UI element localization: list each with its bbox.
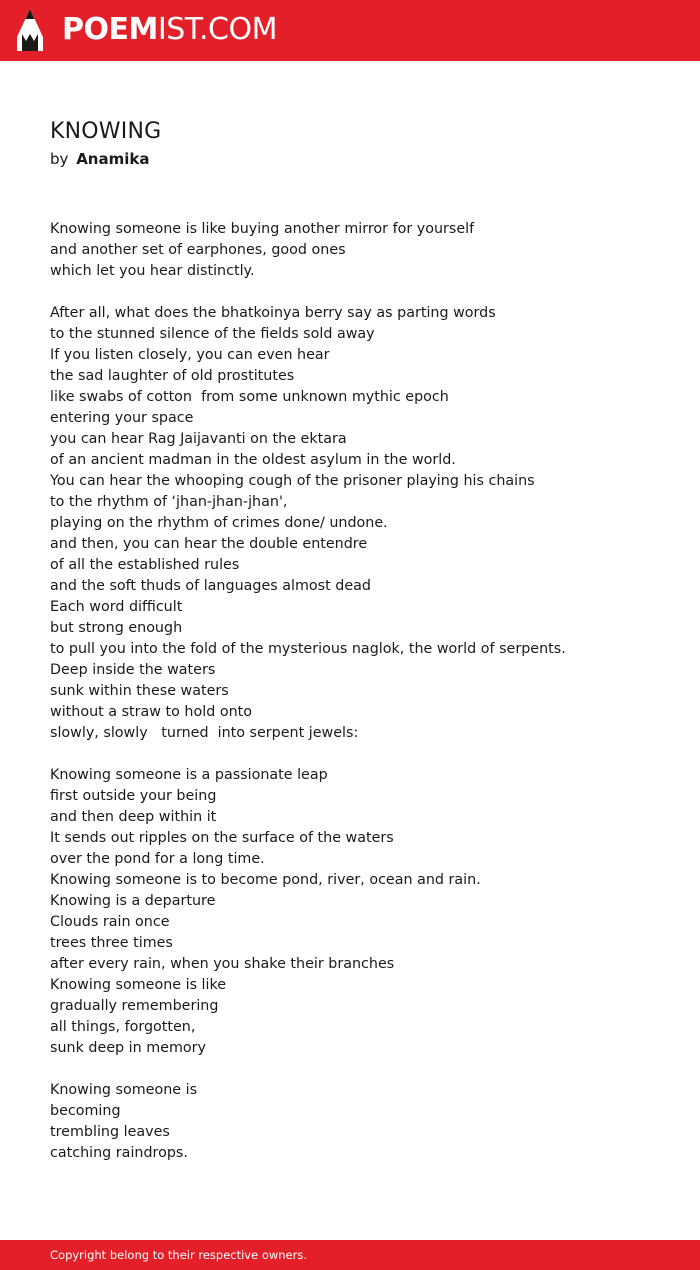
author-name[interactable]: Anamika [76, 150, 150, 168]
poem-line: You can hear the whooping cough of the prisoner playing his chains [50, 473, 535, 489]
poem-line: without a straw to hold onto [50, 704, 252, 720]
poem-line: after every rain, when you shake their branches [50, 956, 395, 972]
stanza-break [50, 1059, 670, 1080]
poem-line: playing on the rhythm of crimes done/ undone. [50, 515, 388, 531]
poem-line: all things, forgotten, [50, 1019, 196, 1035]
poem-line: the sad laughter of old prostitutes [50, 368, 295, 384]
poem-line: and then, you can hear the double entendre [50, 536, 368, 552]
by-label: by [50, 150, 69, 168]
poem-line: Knowing someone is a passionate leap [50, 767, 328, 783]
poem-line: catching raindrops. [50, 1145, 188, 1161]
poem-line: It sends out ripples on the surface of the waters [50, 830, 394, 846]
poem-line: Knowing someone is to become pond, river, ocean and rain. [50, 872, 481, 888]
pencil-tip-icon[interactable] [17, 9, 43, 51]
poem-line: If you listen closely, you can even hear [50, 347, 330, 363]
poem-line: sunk deep in memory [50, 1040, 206, 1056]
poem-line: of an ancient madman in the oldest asylum in the world. [50, 452, 456, 468]
poem-line: like swabs of cotton from some unknown mythic epoch [50, 389, 449, 405]
poem-line: but strong enough [50, 620, 183, 636]
copyright-text: Copyright belong to their respective owners. [50, 1248, 308, 1262]
poem-line: Knowing is a departure [50, 893, 216, 909]
poem-line: to the rhythm of ‘jhan-jhan-jhan', [50, 494, 288, 510]
poem-line: of all the established rules [50, 557, 240, 573]
poem-line: Deep inside the waters [50, 662, 216, 678]
poem-line: sunk within these waters [50, 683, 229, 699]
poem-line: to pull you into the fold of the mysterious naglok, the world of serpents. [50, 641, 566, 657]
poem-line: to the stunned silence of the fields sold away [50, 326, 375, 342]
logo-text-light: IST.COM [157, 12, 277, 47]
poem-line: Knowing someone is like [50, 977, 227, 993]
poem-line: Clouds rain once [50, 914, 170, 930]
logo-text-bold: POEM [62, 12, 158, 47]
poem-line: over the pond for a long time. [50, 851, 265, 867]
poem-line: which let you hear distinctly. [50, 263, 255, 279]
poem-line: Each word difficult [50, 599, 183, 615]
site-logo[interactable] [62, 12, 277, 48]
site-footer [0, 1240, 700, 1270]
poem-line: gradually remembering [50, 998, 219, 1014]
poem-line: slowly, slowly turned into serpent jewels: [50, 725, 359, 741]
stanza-break [50, 744, 670, 765]
poem-line: first outside your being [50, 788, 217, 804]
poem-line: After all, what does the bhatkoinya berry say as parting words [50, 305, 496, 321]
site-header [0, 0, 700, 61]
poem-line: Knowing someone is [50, 1082, 198, 1098]
poem-line: Knowing someone is like buying another mirror for yourself [50, 221, 475, 237]
poem-line: trees three times [50, 935, 173, 951]
stanza-break [50, 282, 670, 303]
byline [50, 148, 149, 170]
poem-line: and the soft thuds of languages almost dead [50, 578, 371, 594]
poem-line: becoming [50, 1103, 121, 1119]
poem-body [50, 219, 670, 1164]
poem-title: KNOWING [50, 119, 162, 144]
poem-line: entering your space [50, 410, 194, 426]
poem-line: trembling leaves [50, 1124, 170, 1140]
poem-line: and another set of earphones, good ones [50, 242, 346, 258]
poem-line: you can hear Rag Jaijavanti on the ektara [50, 431, 347, 447]
poem-line: and then deep within it [50, 809, 217, 825]
